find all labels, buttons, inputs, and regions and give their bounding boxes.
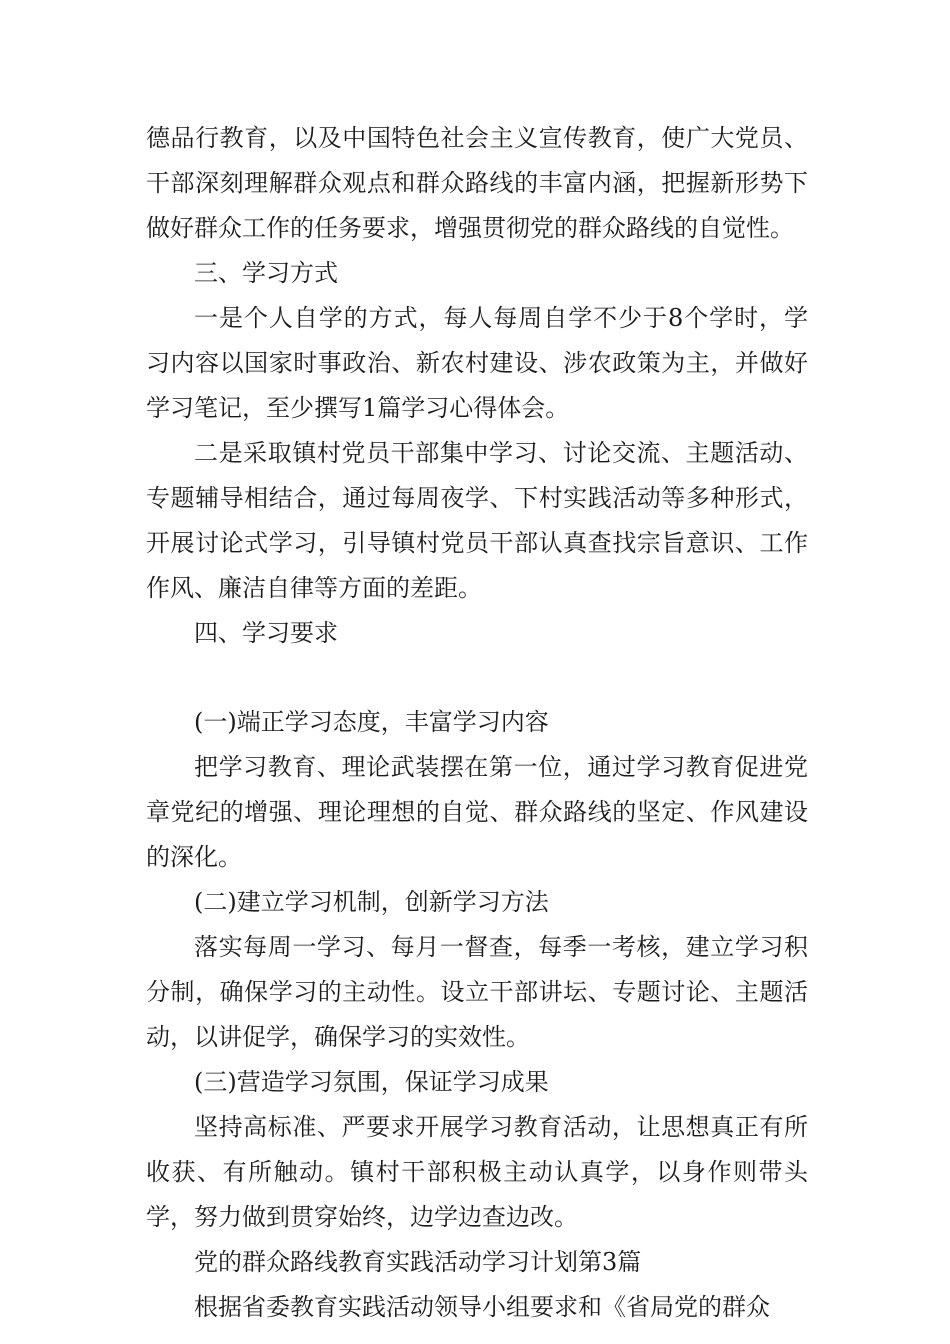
document-body — [146, 116, 808, 1330]
blank-line — [146, 656, 808, 700]
paragraph-attitude: 把学习教育、理论武装摆在第一位，通过学习教育促进党章党纪的增强、理论理想的自觉、群众路线的坚定、作风建设的深化。 — [146, 753, 808, 871]
article-title-part-3: 党的群众路线教育实践活动学习计划第3篇 — [194, 1248, 642, 1276]
subheading-attitude: (一)端正学习态度，丰富学习内容 — [194, 708, 549, 736]
paragraph-mechanism: 落实每周一学习、每月一督查，每季一考核，建立学习积分制，确保学习的主动性。设立干部讲坛、专题讨论、主题活动，以讲促学，确保学习的实效性。 — [146, 933, 808, 1051]
paragraph-group-study: 二是采取镇村党员干部集中学习、讨论交流、主题活动、专题辅导相结合，通过每周夜学、下村实践活动等多种形式，开展讨论式学习，引导镇村党员干部认真查找宗旨意识、工作作风、廉洁自律等方面的差距。 — [146, 439, 808, 602]
paragraph-continuation: 德品行教育，以及中国特色社会主义宣传教育，使广大党员、干部深刻理解群众观点和群众路线的丰富内涵，把握新形势下做好群众工作的任务要求，增强贯彻党的群众路线的自觉性。 — [146, 124, 808, 242]
subheading-atmosphere: (三)营造学习氛围，保证学习成果 — [194, 1068, 549, 1096]
subheading-mechanism: (二)建立学习机制，创新学习方法 — [194, 888, 549, 916]
section-heading-learning-methods: 三、学习方式 — [194, 259, 338, 287]
paragraph-article-3-intro: 根据省委教育实践活动领导小组要求和《省局党的群众 — [194, 1293, 770, 1321]
paragraph-atmosphere: 坚持高标准、严要求开展学习教育活动，让思想真正有所收获、有所触动。镇村干部积极主动认真学，以身作则带头学，努力做到贯穿始终，边学边查边改。 — [146, 1113, 808, 1231]
section-heading-learning-requirements: 四、学习要求 — [194, 619, 338, 647]
paragraph-self-study: 一是个人自学的方式，每人每周自学不少于8个学时，学习内容以国家时事政治、新农村建设、涉农政策为主，并做好学习笔记，至少撰写1篇学习心得体会。 — [146, 304, 808, 422]
